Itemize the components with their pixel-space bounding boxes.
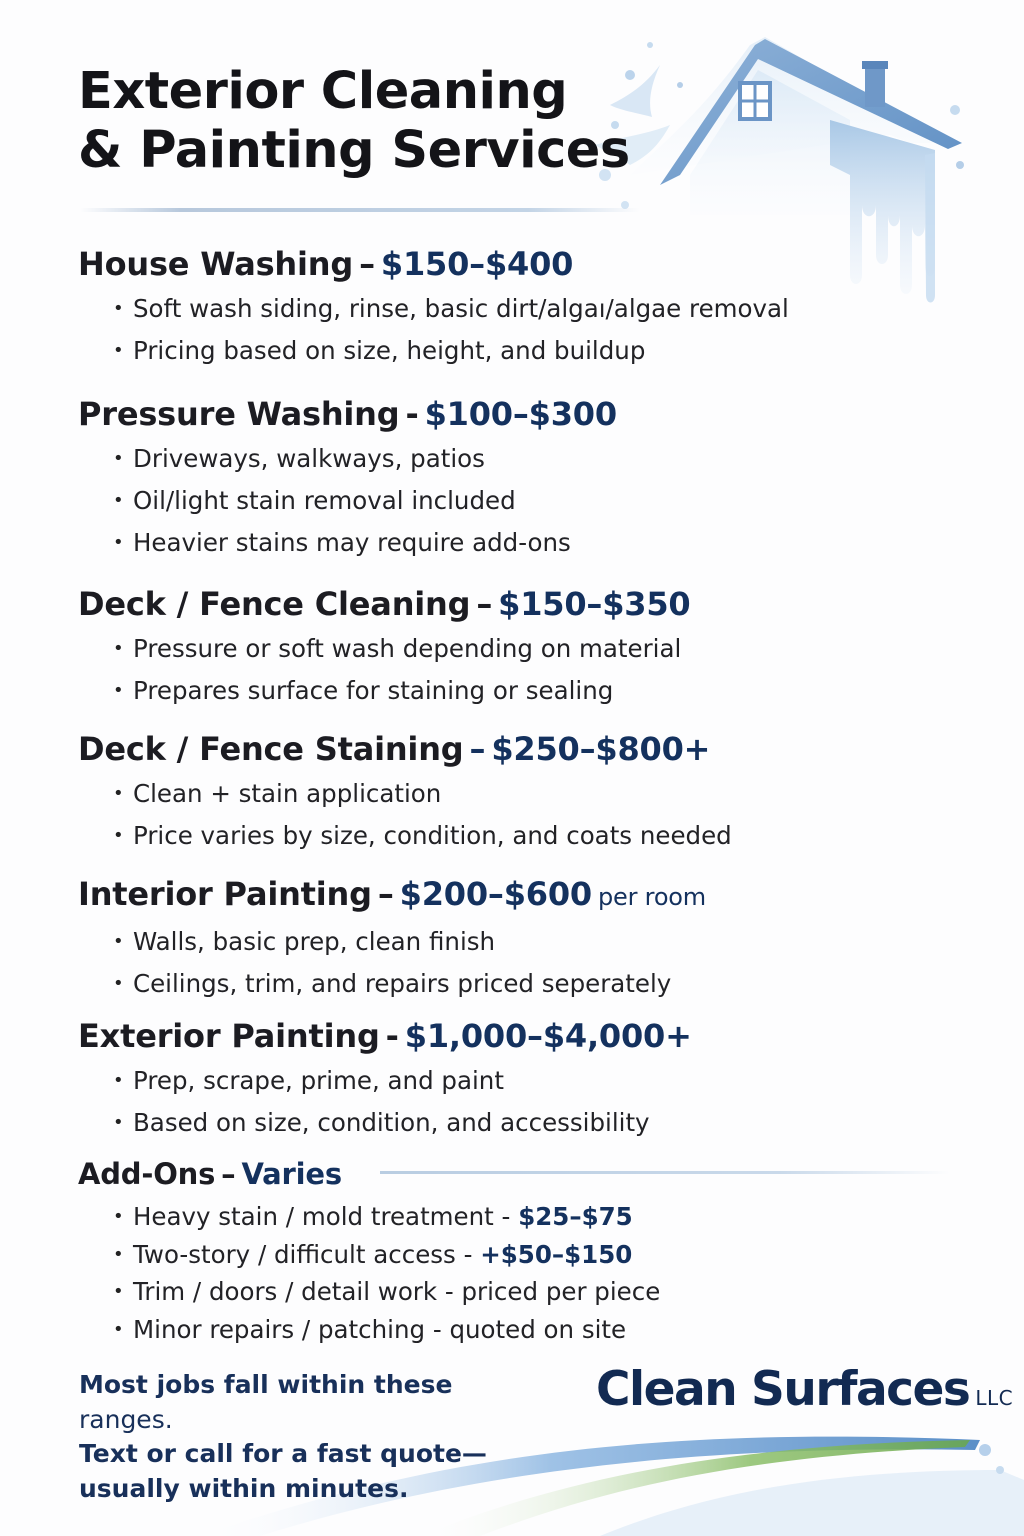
list-item: • Walls, basic prep, clean finish <box>78 921 958 963</box>
addons-section <box>78 1154 958 1348</box>
service-details <box>78 288 958 372</box>
list-item: • Based on size, condition, and accessibility <box>78 1102 958 1144</box>
service-name: Interior Painting <box>78 875 372 913</box>
page-title-line-1: Exterior Cleaning <box>78 62 568 121</box>
service-price: $200–$600 <box>399 875 592 913</box>
service-details <box>78 921 958 1005</box>
service-details <box>78 628 958 712</box>
list-item: • Oil/light stain removal included <box>78 480 958 522</box>
addon-price: +$50–$150 <box>480 1239 633 1269</box>
addons-price: Varies <box>241 1157 342 1191</box>
page-title-line-2: & Painting Services <box>78 121 630 180</box>
footer-line-2: Text or call for a fast quote— <box>79 1439 487 1468</box>
list-item: • Ceilings, trim, and repairs priced seperately <box>78 963 958 1005</box>
service-name: Exterior Painting <box>78 1017 380 1055</box>
footer-line-1: Most jobs fall within these ranges. <box>79 1370 453 1434</box>
service-deck-fence-staining <box>78 729 958 857</box>
service-name: House Washing <box>78 245 354 283</box>
service-heading: Deck / Fence Staining – $250–$800+ <box>78 730 711 768</box>
addon-price: priced per piece <box>461 1277 661 1306</box>
service-heading: Pressure Washing - $100–$300 <box>78 395 617 433</box>
service-details <box>78 438 958 564</box>
service-price-unit: per room <box>597 883 706 911</box>
list-item: • Heavier stains may require add-ons <box>78 522 958 564</box>
service-details <box>78 1060 958 1144</box>
addon-price: $25–$75 <box>518 1202 633 1231</box>
service-pressure-washing <box>78 394 958 564</box>
service-price: $250–$800+ <box>491 730 711 768</box>
brand-suffix: LLC <box>975 1386 1014 1410</box>
service-heading: Deck / Fence Cleaning – $150–$350 <box>78 585 691 623</box>
list-item: • Pricing based on size, height, and buildup <box>78 330 958 372</box>
list-item: • Prep, scrape, prime, and paint <box>78 1060 958 1102</box>
footer-line-3: usually within minutes. <box>79 1473 409 1503</box>
addons-heading: Add-Ons – Varies <box>78 1157 342 1191</box>
service-interior-painting <box>78 874 958 1005</box>
brand-name: Clean Surfaces <box>596 1362 970 1417</box>
service-price: $1,000–$4,000+ <box>404 1017 692 1055</box>
list-item: • Clean + stain application <box>78 773 958 815</box>
addon-price: quoted on site <box>449 1314 627 1344</box>
list-item: • Trim / doors / detail work - priced per piece <box>78 1273 958 1311</box>
title-divider <box>80 208 640 212</box>
list-item: • Price varies by size, condition, and coats needed <box>78 815 958 857</box>
service-name: Pressure Washing <box>78 395 400 433</box>
service-heading: House Washing – $150–$400 <box>78 245 574 283</box>
addons-divider <box>380 1171 950 1174</box>
service-house-washing <box>78 244 958 372</box>
list-item: • Soft wash siding, rinse, basic dirt/algaı/algae removal <box>78 288 958 330</box>
list-item: • Minor repairs / patching - quoted on site <box>78 1311 958 1349</box>
list-item: • Pressure or soft wash depending on material <box>78 628 958 670</box>
service-price: $150–$400 <box>380 245 574 283</box>
service-name: Deck / Fence Staining <box>78 730 464 768</box>
service-heading: Exterior Painting - $1,000–$4,000+ <box>78 1017 692 1055</box>
service-heading: Interior Painting – $200–$600 per room <box>78 875 706 913</box>
list-item: • Prepares surface for staining or sealing <box>78 670 958 712</box>
page-title <box>78 62 630 180</box>
service-deck-fence-cleaning <box>78 584 958 712</box>
addons-list <box>78 1198 958 1348</box>
service-price: $150–$350 <box>498 585 691 623</box>
addons-name: Add-Ons <box>78 1157 216 1191</box>
list-item: • Driveways, walkways, patios <box>78 438 958 480</box>
service-price: $100–$300 <box>424 395 617 433</box>
brand-logo <box>596 1362 1013 1417</box>
service-name: Deck / Fence Cleaning <box>78 585 471 623</box>
service-exterior-painting <box>78 1016 958 1144</box>
service-details <box>78 773 958 857</box>
footer-note <box>79 1368 579 1506</box>
list-item: • Two-story / difficult access - +$50–$150 <box>78 1236 958 1274</box>
list-item: • Heavy stain / mold treatment - $25–$75 <box>78 1198 958 1236</box>
